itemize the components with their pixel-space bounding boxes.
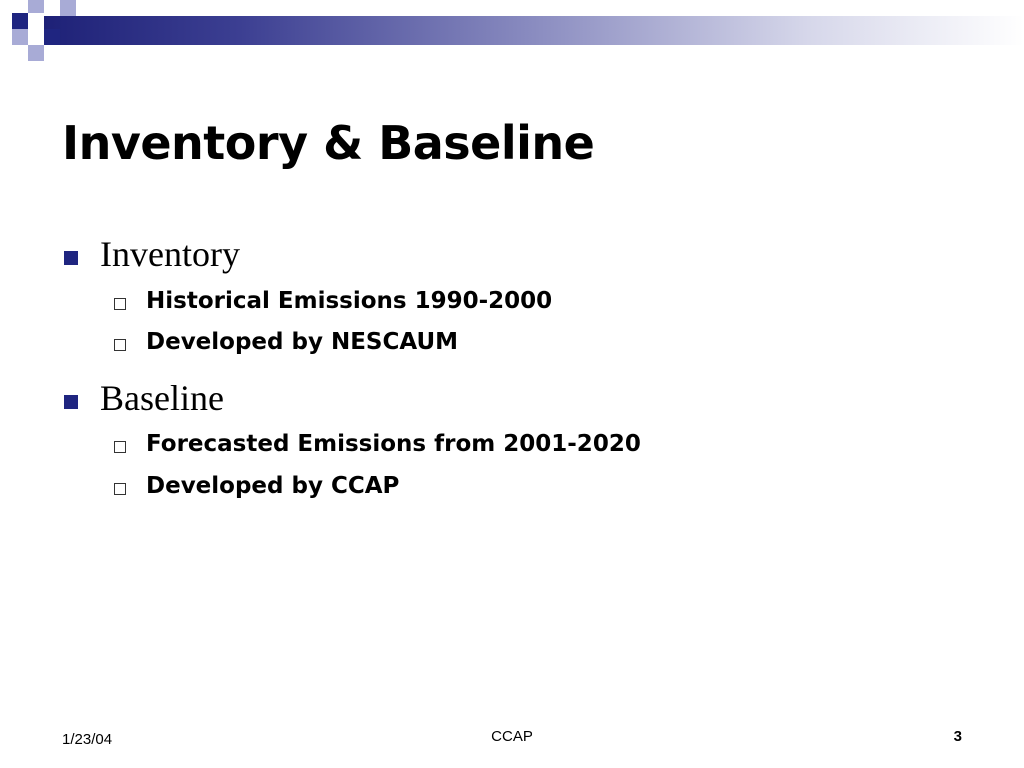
filled-square-icon	[64, 251, 78, 265]
footer-date: 1/23/04	[62, 731, 113, 748]
sub-bullet-label: Forecasted Emissions from 2001-2020	[146, 431, 641, 457]
bullet-label: Inventory	[100, 234, 240, 274]
footer-center-label: CCAP	[491, 728, 533, 745]
slide-title: Inventory & Baseline	[62, 116, 595, 170]
sub-bullet-label: Historical Emissions 1990-2000	[146, 288, 553, 314]
filled-square-icon	[64, 395, 78, 409]
hollow-square-icon	[114, 339, 126, 351]
sub-bullet-label: Developed by CCAP	[146, 473, 400, 499]
sub-bullet-label: Developed by NESCAUM	[146, 329, 459, 355]
slide-number: 3	[953, 728, 962, 745]
hollow-square-icon	[114, 298, 126, 310]
hollow-square-icon	[114, 483, 126, 495]
bullet-label: Baseline	[100, 378, 224, 418]
hollow-square-icon	[114, 441, 126, 453]
